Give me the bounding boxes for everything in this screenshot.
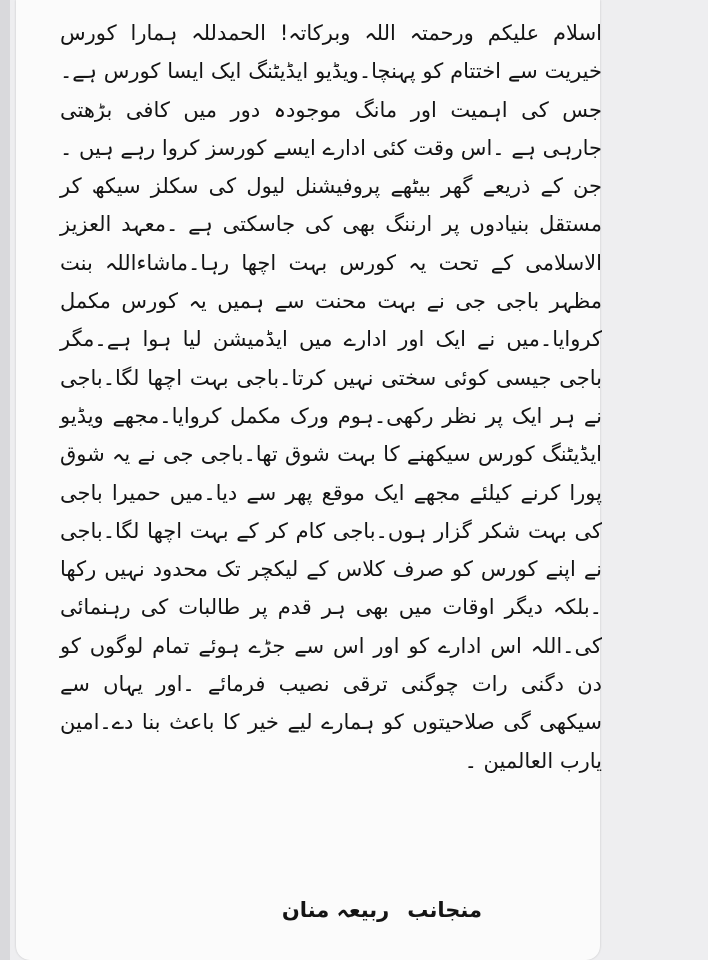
signature-name: ربیعہ منان	[281, 898, 390, 922]
left-edge-strip	[0, 0, 10, 960]
message-body: اسلام علیکم ورحمتہ اللہ وبرکاتہ! الحمدللہ ہمارا کورس خیریت سے اختتام کو پہنچا۔ویڈیو ایڈیٹنگ ایک ایسا کورس ہے۔جس کی اہمیت اور مانگ موجودہ دور میں کافی بڑھتی جارہی ہے ۔اس وقت کئی ادارے ایسے کورسز کروا رہے ہیں ۔جن کے ذریعے گھر بیٹھے پروفیشنل لیول کی سکلز سیکھ کر مستقل بنیادوں پر ارننگ بھی کی جاسکتی ہے ۔معہد العزیز الاسلامی کے تحت یہ کورس بہت اچھا رہا۔ماشاءاللہ بنت مظہر باجی جی نے بہت محنت سے ہمیں یہ کورس مکمل کروایا۔میں نے ایک اور ادارے میں ایڈمیشن لیا ہوا ہے۔مگر باجی جیسی کوئی سختی نہیں کرتا۔باجی بہت اچھا لگا۔باجی نے ہر ایک پر نظر رکھی۔ہوم ورک مکمل کروایا۔مجھے ویڈیو ایڈیٹنگ کورس سیکھنے کا بہت شوق تھا۔باجی جی نے یہ شوق پورا کرنے کیلئے مجھے ایک موقع پھر سے دیا۔میں حمیرا باجی کی بہت شکر گزار ہوں۔باجی کام کر کے بہت اچھا لگا۔باجی نے اپنے کورس کو صرف کلاس کے لیکچر تک محدود نہیں رکھا ۔بلکہ دیگر اوقات میں بھی ہر قدم پر طالبات کی رہنمائی کی۔اللہ اس ادارے کو اور اس سے جڑے ہوئے تمام لوگوں کو دن دگنی رات چوگنی ترقی نصیب فرمائے ۔اور یہاں سے سیکھی گی صلاحیتوں کو ہمارے لیے خیر کا باعث بنا دے۔امین یارب العالمین ۔	[60, 21, 602, 773]
message-bubble[interactable]	[16, 0, 600, 960]
signature	[282, 898, 482, 922]
signature-prefix: منجانب	[407, 898, 482, 922]
